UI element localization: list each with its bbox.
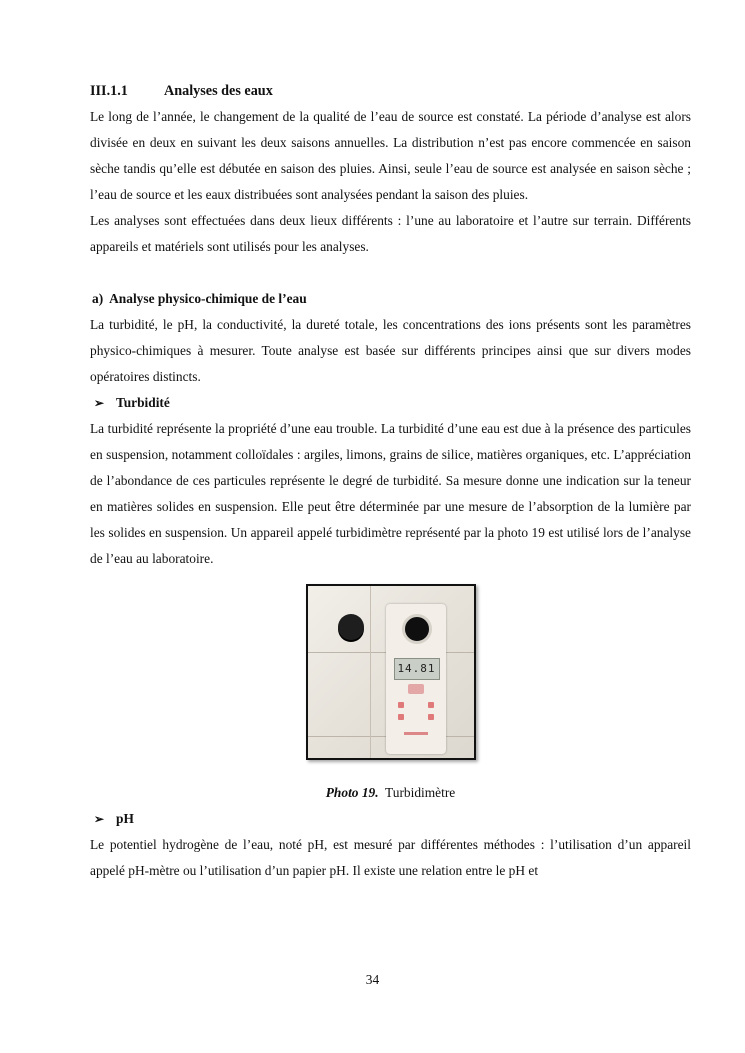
turbidimeter-device bbox=[386, 604, 446, 754]
figure-caption bbox=[90, 780, 691, 806]
tile-joint bbox=[370, 586, 371, 758]
spacer bbox=[90, 260, 691, 286]
meter-logo bbox=[408, 684, 424, 694]
turbidimeter-photo bbox=[306, 584, 476, 760]
meter-brand-label bbox=[404, 732, 428, 735]
section-paragraph-1: Le long de l’année, le changement de la qualité de l’eau de source est constaté. La période d’analyse est alors divisée en deux en suivant les deux saisons annuelles. La distribution n’est pas encore commencée en saison sèche tandis qu’elle est débutée en saison des pluies. Ainsi, seule l’eau de source est analysée en saison sèche ; l’eau de source et les eaux distribuées sont analysées pendant la saison des pluies. bbox=[90, 109, 691, 202]
turbidite-title: Turbidité bbox=[116, 395, 170, 410]
arrow-bullet-icon: ➢ bbox=[94, 812, 105, 826]
meter-button bbox=[398, 714, 404, 720]
document-page bbox=[90, 78, 691, 884]
meter-button bbox=[398, 702, 404, 708]
subsection-a-heading bbox=[92, 286, 691, 312]
turbidite-heading bbox=[94, 390, 691, 416]
meter-button bbox=[428, 714, 434, 720]
caption-text: Turbidimètre bbox=[385, 785, 456, 800]
meter-button bbox=[428, 702, 434, 708]
section-paragraph-2: Les analyses sont effectuées dans deux lieux différents : l’une au laboratoire et l’autre sur terrain. Différents appareils et matériels sont utilisés pour les analyses. bbox=[90, 213, 691, 254]
sample-well bbox=[402, 614, 432, 644]
figure bbox=[90, 584, 691, 760]
page-number: 34 bbox=[365, 972, 380, 987]
subsection-a-label: a) bbox=[92, 291, 104, 306]
ph-heading bbox=[94, 806, 691, 832]
section-number: III.1.1 bbox=[90, 83, 128, 99]
section-title: Analyses des eaux bbox=[164, 83, 273, 99]
sample-cap bbox=[338, 614, 364, 640]
ph-title: pH bbox=[116, 811, 134, 826]
meter-display: 14.81 bbox=[394, 658, 440, 680]
section-heading bbox=[90, 78, 691, 104]
subsection-a-title: Analyse physico-chimique de l’eau bbox=[109, 291, 307, 306]
caption-label: Photo 19. bbox=[325, 785, 379, 800]
arrow-bullet-icon: ➢ bbox=[94, 396, 105, 410]
turbidite-paragraph: La turbidité représente la propriété d’une eau trouble. La turbidité d’une eau est due à la présence des particules en suspension, notamment colloïdales : argiles, limons, grains de silice, matières organiques, etc. L’appréciation de l’abondance de ces particules représente le degré de turbidité. Sa mesure donne une indication sur la teneur en matières solides en suspension. Elle peut être déterminée par une mesure de l’absorption de la lumière par les solides en suspension. Un appareil appelé turbidimètre représenté par la photo 19 est utilisé lors de l’analyse de l’eau au laboratoire. bbox=[90, 421, 691, 566]
ph-paragraph: Le potentiel hydrogène de l’eau, noté pH, est mesuré par différentes méthodes : l’utilisation d’un appareil appelé pH-mètre ou l’utilisation d’un papier pH. Il existe une relation entre le pH et bbox=[90, 837, 691, 878]
subsection-a-paragraph: La turbidité, le pH, la conductivité, la dureté totale, les concentrations des ions présents sont les paramètres physico-chimiques à mesurer. Toute analyse est basée sur différents principes ainsi que sur divers modes opératoires distincts. bbox=[90, 317, 691, 384]
